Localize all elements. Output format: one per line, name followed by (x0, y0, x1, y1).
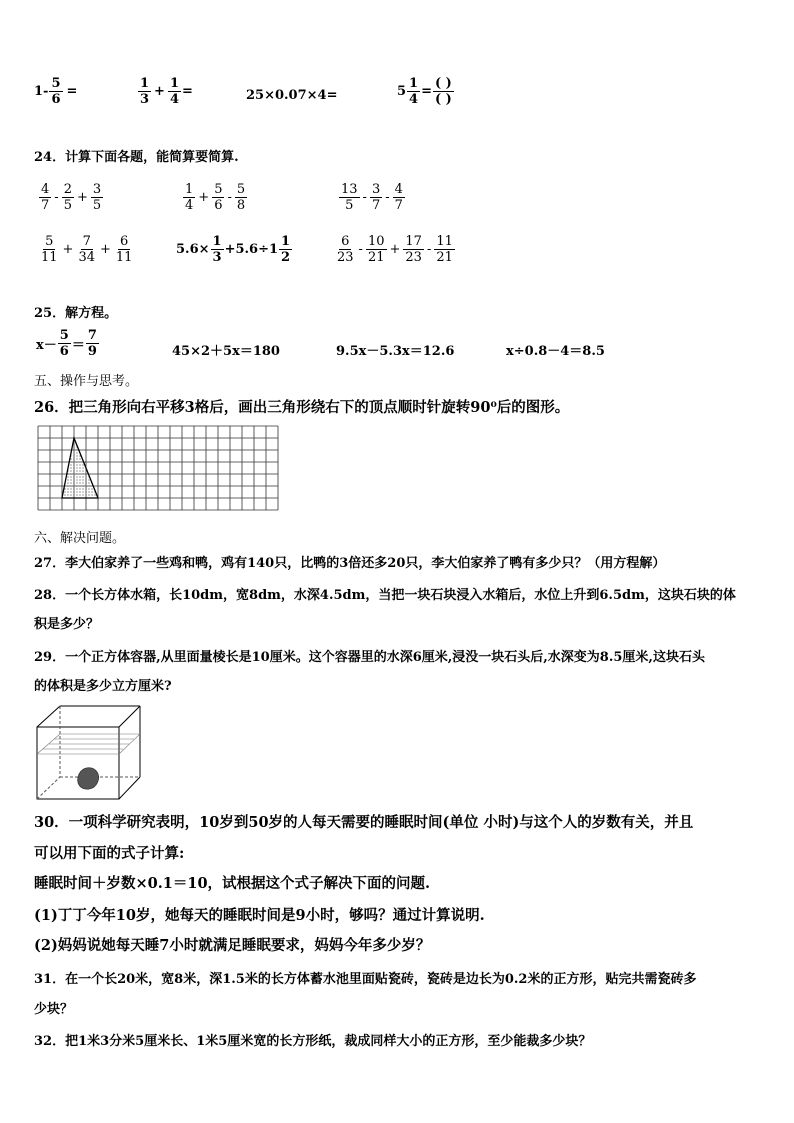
stone-shape (78, 768, 99, 789)
q24-expr-2: $\frac{1}{4}$ + $\frac{5}{6}$ - $\frac{5}{8}$ (185, 182, 246, 213)
q24-title: 24．计算下面各题，能简算要简算. (34, 150, 239, 165)
q31-line-1: 31．在一个长20米，宽8米，深1.5米的长方体蓄水池里面贴瓷砖，瓷砖是边长为0.2米的正方形，贴完共需瓷砖多 (34, 972, 697, 987)
section-5-heading: 五、操作与思考。 (34, 374, 139, 389)
q24-expr-1: $\frac{4}{7}$ - $\frac{2}{5}$ + $\frac{3}{5}$ (41, 182, 102, 213)
q25-equation-4: x÷0.8－4＝8.5 (506, 344, 605, 359)
expr-1-minus-5-6: 1- $\frac{5}{6}$ = (34, 76, 78, 107)
section-6-heading: 六、解决问题。 (34, 531, 126, 546)
expr-25-007-4: 25×0.07×4= (246, 88, 338, 103)
q26-text: 26．把三角形向右平移3格后，画出三角形绕右下的顶点顺时针旋转90⁰后的图形。 (34, 399, 570, 416)
q24-expr-3: $\frac{13}{5}$ - $\frac{3}{7}$ - $\frac{4}{7}$ (341, 182, 403, 213)
q28-line-2: 积是多少？ (34, 617, 100, 632)
q29-line-1: 29．一个正方体容器,从里面量棱长是10厘米。这个容器里的水深6厘米,浸没一块石头后,水深变为8.5厘米,这块石头 (34, 650, 705, 665)
q30-line-5: (2)妈妈说她每天睡7小时就满足睡眠要求，妈妈今年多少岁？ (34, 937, 431, 954)
triangle-grid (37, 425, 279, 515)
q24-expr-4: $\frac{5}{11}$ + $\frac{7}{34}$ + $\frac{6}{11}$ (41, 234, 133, 265)
q28-line-1: 28．一个长方体水箱，长10dm，宽8dm，水深4.5dm，当把一块石块浸入水箱后，水位上升到6.5dm，这块石块的体 (34, 588, 736, 603)
q25-equation-1: x－ $\frac{5}{6}$ ＝ $\frac{7}{9}$ (36, 328, 97, 359)
q30-line-1: 30．一项科学研究表明，10岁到50岁的人每天需要的睡眠时间(单位 小时)与这个人的岁数有关，并且 (34, 814, 694, 831)
q31-line-2: 少块？ (34, 1002, 74, 1017)
q32-text: 32．把1米3分米5厘米长、1米5厘米宽的长方形纸，裁成同样大小的正方形，至少能裁多少块？ (34, 1034, 592, 1049)
q25-equation-3: 9.5x－5.3x＝12.6 (336, 344, 455, 359)
q29-line-2: 的体积是多少立方厘米? (34, 679, 172, 694)
q30-line-4: (1)丁丁今年10岁，她每天的睡眠时间是9小时，够吗？通过计算说明. (34, 907, 485, 924)
shaded-triangle (62, 438, 98, 498)
cube-container-figure (35, 704, 143, 802)
q27-text: 27．李大伯家养了一些鸡和鸭，鸡有140只，比鸭的3倍还多20只，李大伯家养了鸭有多少只？（用方程解） (34, 556, 666, 571)
q25-equation-2: 45×2＋5x＝180 (172, 344, 280, 359)
q24-expr-5: 5.6× $\frac{1}{3}$ +5.6÷1 $\frac{1}{2}$ (176, 234, 291, 265)
q30-line-2: 可以用下面的式子计算: (34, 845, 185, 862)
q25-title: 25．解方程。 (34, 306, 118, 321)
q30-line-3: 睡眠时间＋岁数×0.1＝10，试根据这个式子解决下面的问题. (34, 875, 431, 892)
q24-expr-6: $\frac{6}{23}$ - $\frac{10}{21}$ + $\frac{17}{23}$ - $\frac{11}{21}$ (337, 234, 453, 265)
expr-1-3-plus-1-4: $\frac{1}{3}$ + $\frac{1}{4}$ = (140, 76, 193, 107)
expr-mixed-5-1-4: 5 $\frac{1}{4}$ = $\frac{( )}{( )}$ (397, 76, 452, 107)
